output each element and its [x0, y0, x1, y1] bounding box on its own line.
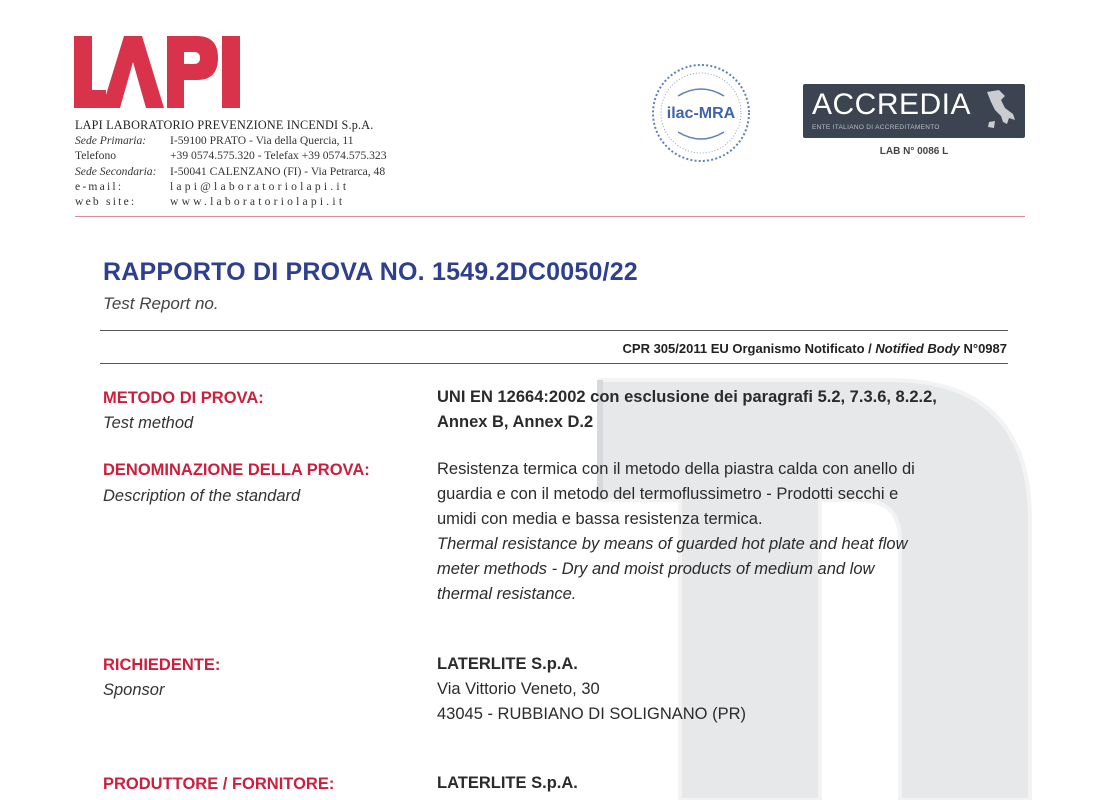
accredia-subtitle: ENTE ITALIANO DI ACCREDITAMENTO: [812, 124, 940, 131]
company-name: LAPI LABORATORIO PREVENZIONE INCENDI S.p.A.: [75, 118, 374, 132]
report-subtitle: Test Report no.: [103, 294, 219, 313]
company-info: [75, 118, 450, 209]
company-line-primary: Sede Primaria: I-59100 PRATO - Via della Quercia, 11: [75, 134, 354, 148]
description-label-en: Description of the standard: [103, 487, 301, 505]
sponsor-label-en: Sponsor: [103, 681, 165, 699]
method-label-en: Test method: [103, 414, 194, 432]
notified-body-line: CPR 305/2011 EU Organismo Notificato / Notified Body N°0987: [622, 341, 1007, 356]
company-line-secondary: Sede Secondaria: I-50041 CALENZANO (FI) - Via Petrarca, 48: [75, 164, 386, 178]
method-value: UNI EN 12664:2002 con esclusione dei paragrafi 5.2, 7.3.6, 8.2.2, Annex B, Annex D.2: [437, 388, 937, 431]
sponsor-label: RICHIEDENTE:: [103, 656, 221, 674]
ilac-mra-logo: [648, 60, 754, 166]
lapi-logo-graphic: [72, 28, 272, 114]
cpr-divider: [100, 363, 1008, 364]
title-divider: [100, 330, 1008, 331]
producer-label: PRODUTTORE / FORNITORE:: [103, 775, 335, 793]
lab-number: LAB N° 0086 L: [879, 146, 949, 157]
company-line-phone: Telefono +39 0574.575.320 - Telefax +39 0574.575.323: [75, 149, 387, 163]
method-label: METODO DI PROVA:: [103, 389, 264, 407]
header-divider: [75, 216, 1025, 217]
description-value: Resistenza termica con il metodo della piastra calda con anello di guardia e con il metodo del termoflussimetro - Prodotti secchi e umidi con media e bassa resistenza termica. Thermal resistance by means of guarded hot plate and heat flow meter methods - Dry and moist products of medium and low thermal resistance.: [437, 460, 915, 603]
description-label: DENOMINAZIONE DELLA PROVA:: [103, 461, 370, 479]
sponsor-value: LATERLITE S.p.A. Via Vittorio Veneto, 30 43045 - RUBBIANO DI SOLIGNANO (PR): [437, 655, 746, 723]
accredia-logo: [803, 84, 1025, 138]
report-title: RAPPORTO DI PROVA NO. 1549.2DC0050/22: [103, 258, 638, 286]
lapi-logo: [72, 28, 272, 119]
company-line-website: web site: www.laboratoriolapi.it: [75, 195, 346, 209]
producer-value: LATERLITE S.p.A.: [437, 774, 578, 792]
italy-map-icon: [983, 88, 1019, 134]
accredia-name: ACCREDIA: [812, 88, 972, 121]
ilac-text: ilac-MRA: [666, 105, 736, 122]
company-line-email: e-mail: lapi@laboratoriolapi.it: [75, 179, 350, 193]
